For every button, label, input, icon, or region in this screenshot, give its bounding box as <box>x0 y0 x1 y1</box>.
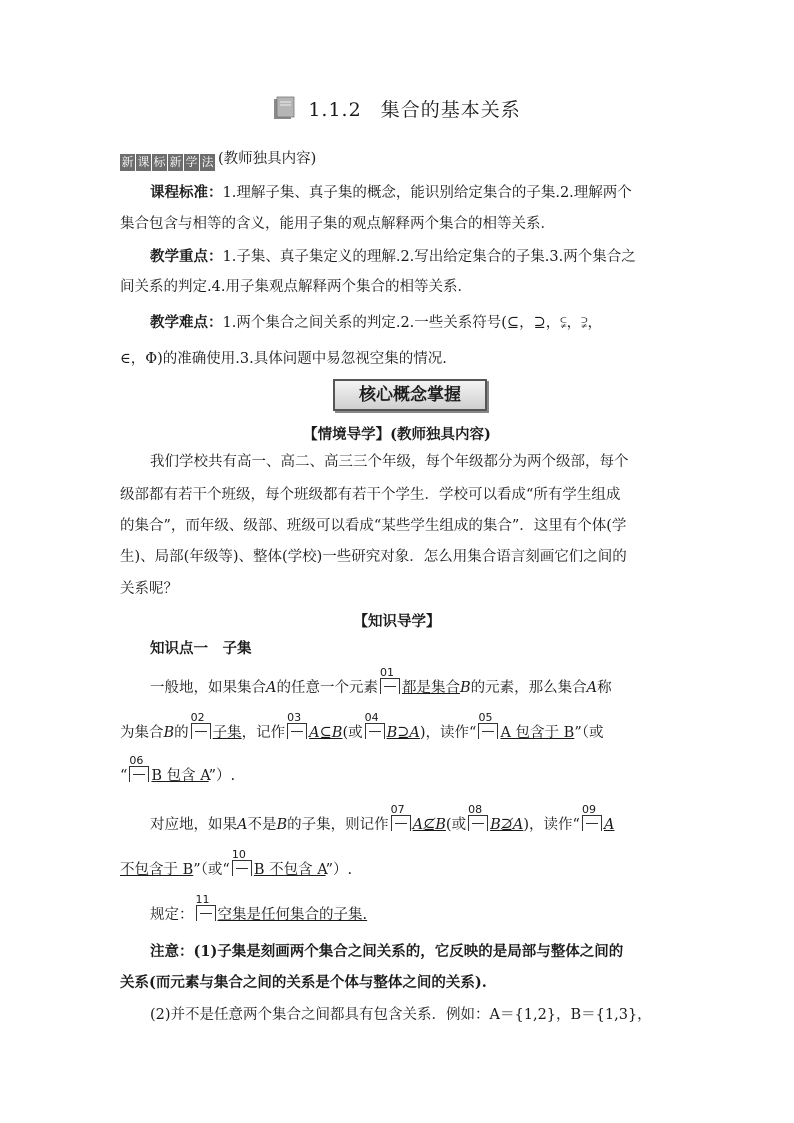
text: 一般地，如果集合 <box>150 680 266 696</box>
underlined-text: 子集 <box>212 725 242 741</box>
section-title <box>0 95 794 122</box>
blank-number: 02 <box>190 711 205 724</box>
blank-number: 10 <box>231 848 246 861</box>
answer-blank[interactable] <box>364 711 385 739</box>
non-subset-line-2 <box>120 848 680 880</box>
subset-definition-line-3 <box>120 754 680 786</box>
answer-blank[interactable] <box>379 666 400 694</box>
section-heading: 集合的基本关系 <box>380 99 521 121</box>
knowledge-heading: 【知识导学】 <box>353 613 441 630</box>
text: ”（或“ <box>193 862 230 878</box>
answer-blank[interactable] <box>581 803 602 831</box>
underlined-text: A 包含于 B <box>500 725 575 741</box>
answer-blank[interactable] <box>468 803 488 831</box>
math-var: B <box>163 725 175 741</box>
text: 不是 <box>247 817 277 833</box>
text: 的任意一个元素 <box>276 680 378 696</box>
new-curriculum-badge <box>120 154 216 171</box>
blank-number: 08 <box>468 803 483 816</box>
answer-blank[interactable] <box>190 711 211 739</box>
underlined-text: B 包含 A <box>151 768 209 784</box>
math-expression: B⊉A <box>490 817 524 833</box>
math-var: A <box>603 817 615 833</box>
math-expression: B⊇A <box>386 725 420 741</box>
text: 的元素，那么集合 <box>470 680 587 696</box>
situation-heading: 【情境导学】(教师独具内容) <box>303 426 491 443</box>
situation-line: 关系呢？ <box>120 581 178 597</box>
note-text: (1)子集是刻画两个集合之间关系的，它反映的是局部与整体之间的 <box>193 943 624 960</box>
note-line-1 <box>150 942 680 962</box>
badge-char: 课 <box>137 155 150 169</box>
book-icon <box>273 96 295 120</box>
core-concept-banner: 核心概念掌握 <box>333 379 487 411</box>
subset-definition-line-1 <box>150 666 680 698</box>
text: )，读作“ <box>419 725 477 741</box>
text: 的 <box>174 725 189 741</box>
blank-number: 05 <box>478 711 493 724</box>
keypoints-line-2: 间关系的判定.4.用子集观点解释两个集合的相等关系． <box>120 279 472 295</box>
math-var: B <box>459 680 471 696</box>
situation-line: 的集合”，而年级、级部、班级可以看成“某些学生组成的集合”．这里有个体(学 <box>120 518 627 534</box>
badge-row <box>120 149 680 171</box>
text: “ <box>120 768 128 784</box>
badge-char: 新 <box>121 155 134 169</box>
note-line-3: (2)并不是任意两个集合之间都具有包含关系．例如：A＝{1,2}，B＝{1,3}， <box>150 1007 652 1023</box>
math-var: B <box>276 817 288 833</box>
answer-blank[interactable] <box>287 711 307 739</box>
standards-line-1 <box>150 183 680 203</box>
badge-char: 法 <box>201 155 214 169</box>
math-expression: A⊈B <box>412 817 446 833</box>
blank-number: 04 <box>364 711 379 724</box>
rule-line <box>150 893 680 925</box>
knowledge-point-title: 知识点一 子集 <box>150 640 252 657</box>
standards-line-2: 集合包含与相等的含义，能用子集的观点解释两个集合的相等关系． <box>120 216 555 232</box>
blank-number: 11 <box>195 893 210 906</box>
keypoints-line-1 <box>150 247 680 267</box>
text: 规定： <box>150 907 194 923</box>
text: ”）. <box>325 862 353 878</box>
text: ，记作 <box>241 725 286 741</box>
underlined-text: 都是集合 <box>401 680 460 696</box>
underlined-text: B 不包含 A <box>253 862 326 878</box>
subset-definition-line-2 <box>120 711 680 743</box>
text: (或 <box>342 725 363 741</box>
situation-line: 我们学校共有高一、高二、高三三个年级，每个年级都分为两个级部，每个 <box>150 454 629 470</box>
text: (或 <box>445 817 467 833</box>
math-expression: A⊆B <box>309 725 343 741</box>
text: )，读作“ <box>523 817 580 833</box>
text: 对应地，如果 <box>150 817 237 833</box>
keypoints-text: 1.子集、真子集定义的理解.2.写出给定集合的子集.3.两个集合之 <box>222 249 636 265</box>
answer-blank[interactable] <box>390 803 411 831</box>
situation-line: 生)、局部(年级等)、整体(学校)一些研究对象．怎么用集合语言刻画它们之间的 <box>120 549 627 565</box>
standards-label: 课程标准： <box>150 184 223 201</box>
badge-char: 学 <box>185 155 198 169</box>
math-var: A <box>586 680 598 696</box>
blank-number: 03 <box>287 711 302 724</box>
standards-text: 1.理解子集、真子集的概念，能识别给定集合的子集.2.理解两个 <box>222 185 632 201</box>
blank-number: 09 <box>581 803 596 816</box>
text: ”）. <box>208 768 236 784</box>
section-number: 1.1.2 <box>308 99 362 121</box>
difficulties-line-1 <box>150 313 680 333</box>
non-subset-line-1 <box>150 803 680 835</box>
answer-blank[interactable] <box>231 848 252 876</box>
note-label: 注意： <box>150 943 194 960</box>
text: 的子集，则记作 <box>287 817 389 833</box>
math-var: A <box>266 680 277 696</box>
answer-blank[interactable] <box>478 711 498 739</box>
text: ”（或 <box>574 725 604 741</box>
underlined-text: 空集是任何集合的子集. <box>217 907 368 923</box>
difficulties-text: 1.两个集合之间关系的判定.2.一些关系符号(⊆，⊇，⫋，⫌， <box>222 315 602 331</box>
teacher-note: (教师独具内容) <box>218 151 317 167</box>
badge-char: 标 <box>153 155 166 169</box>
situation-line: 级部都有若干个班级，每个班级都有若干个学生．学校可以看成“所有学生组成 <box>120 487 621 503</box>
difficulties-line-2: ∈，Φ)的准确使用.3.具体问题中易忽视空集的情况. <box>120 351 447 367</box>
answer-blank[interactable] <box>129 754 149 782</box>
text: 称 <box>597 680 612 696</box>
text: 为集合 <box>120 725 164 741</box>
note-line-2: 关系(而元素与集合之间的关系是个体与整体之间的关系). <box>120 974 487 991</box>
blank-number: 01 <box>379 666 394 679</box>
blank-number: 06 <box>129 754 144 767</box>
math-var: A <box>237 817 248 833</box>
underlined-text: 不包含于 B <box>120 862 194 878</box>
keypoints-label: 教学重点： <box>150 248 223 265</box>
badge-char: 新 <box>169 155 182 169</box>
answer-blank[interactable] <box>195 893 216 921</box>
difficulties-label: 教学难点： <box>150 314 223 331</box>
blank-number: 07 <box>390 803 405 816</box>
